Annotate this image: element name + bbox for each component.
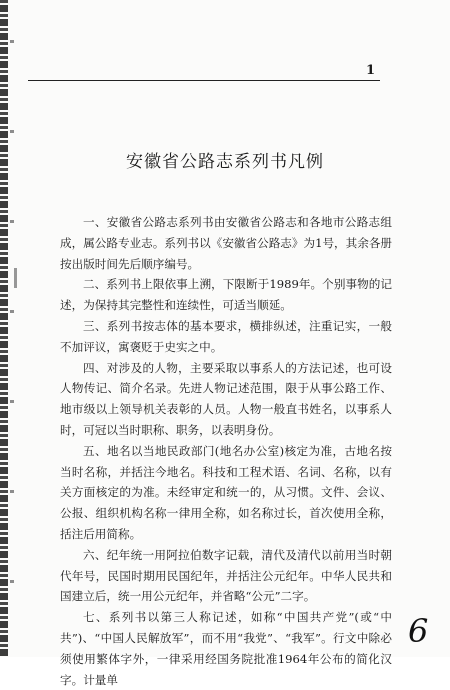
binding-edge (0, 0, 8, 657)
binding-marks (10, 0, 14, 657)
paragraph-4: 四、对涉及的人物，主要采取以事系人的方法记述，也可设人物传记、简介名录。先进人物记述范围，限于从事公路工作、地市级以上领导机关表彰的人员。人物一般直书姓名，以事系人时，可冠以当时职称、职务，以表明身份。 (60, 360, 392, 437)
paragraph-7: 七、系列书以第三人称记述，如称“中国共产党”(或“中共”)、“中国人民解放军”，而不用“我党”、“我军”。行文中除必须使用繁体字外，一律采用经国务院批准1964年公布的简化汉字。计量单 (60, 610, 392, 687)
paragraph-2: 二、系列书上限依事上溯，下限断于1989年。个别事物的记述，为保持其完整性和连续性，可适当顺延。 (60, 277, 392, 313)
paragraph-1: 一、安徽省公路志系列书由安徽省公路志和各地市公路志组成，属公路专业志。系列书以《安徽省公路志》为1号，其余各册按出版时间先后顺序编号。 (60, 215, 393, 271)
paragraph-6: 六、纪年统一用阿拉伯数字记载，清代及清代以前用当时朝代年号，民国时期用民国纪年，并括注公元纪年。中华人民共和国建立后，统一用公元纪年，并省略“公元”二字。 (60, 547, 392, 604)
body-text (60, 212, 392, 690)
paragraph-3: 三、系列书按志体的基本要求，横排纵述，注重记实，一般不加评议，寓褒贬于史实之中。 (60, 318, 392, 354)
scan-mark (14, 268, 17, 288)
header-rule (28, 80, 380, 81)
handwritten-mark: 6 (408, 612, 429, 650)
page-number: 1 (366, 63, 376, 78)
paragraph-5: 五、地名以当地民政部门(地名办公室)核定为准，古地名按当时名称，并括注今地名。科技和工程术语、名词、名称，以有关方面核定的为准。未经审定和统一的，从习惯。文件、会议、公报、组织机构名称一律用全称，如名称过长，首次使用全称，括注后用简称。 (60, 443, 392, 541)
page-title: 安徽省公路志系列书凡例 (126, 152, 324, 172)
